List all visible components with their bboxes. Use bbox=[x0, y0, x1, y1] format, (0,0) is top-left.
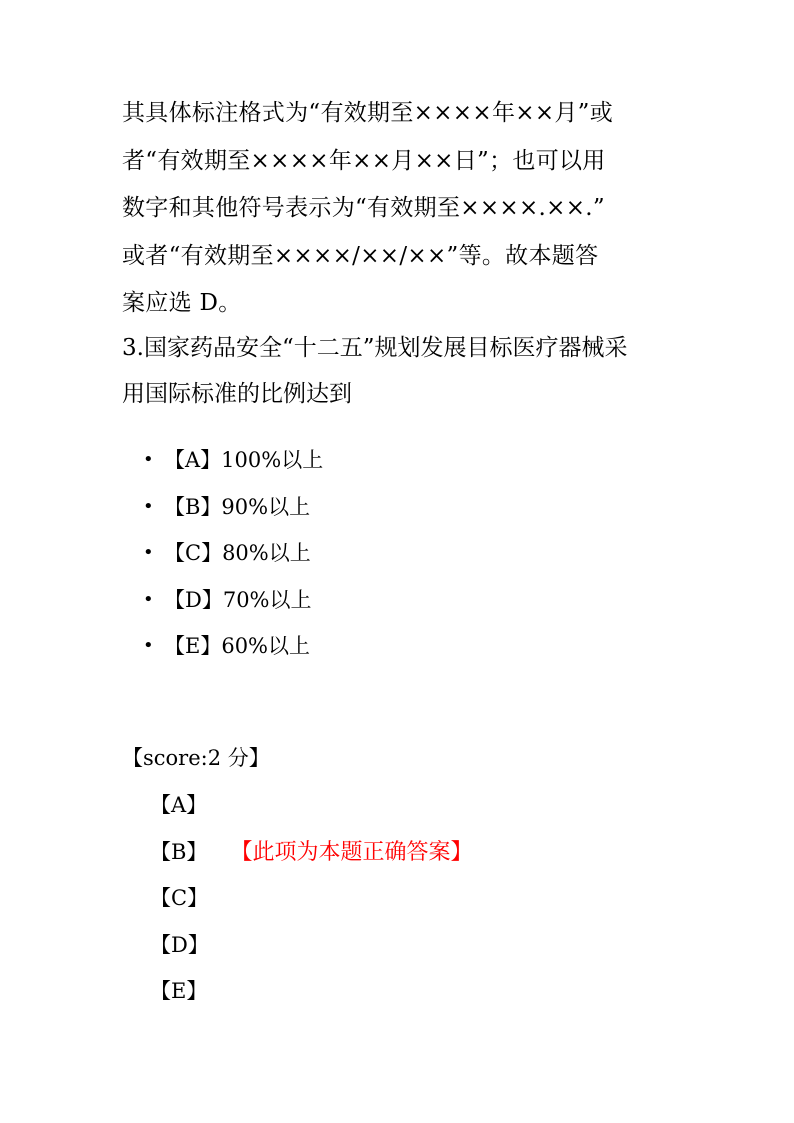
explanation-line: 案应选 D。 bbox=[122, 290, 242, 316]
answer-row-d bbox=[150, 922, 472, 969]
answer-list bbox=[150, 782, 472, 1015]
bullet-icon: • bbox=[143, 495, 154, 517]
option-label: 【E】60%以上 bbox=[164, 634, 311, 658]
bullet-icon: • bbox=[143, 635, 154, 656]
answer-label: 【A】 bbox=[150, 793, 208, 817]
option-label: 【B】90%以上 bbox=[164, 494, 311, 519]
bullet-icon: • bbox=[143, 542, 154, 563]
answer-row-a bbox=[150, 782, 472, 829]
bullet-icon: • bbox=[143, 449, 154, 470]
option-e[interactable] bbox=[140, 623, 323, 670]
explanation-line: 者“有效期至××××年××月××日”；也可以用 bbox=[122, 147, 606, 174]
explanation-line: 或者“有效期至××××/××/××”等。故本题答 bbox=[122, 242, 599, 269]
explanation-line: 数字和其他符号表示为“有效期至××××.××.” bbox=[122, 195, 605, 221]
answer-label: 【C】 bbox=[150, 886, 209, 910]
option-b[interactable] bbox=[140, 484, 323, 531]
option-c[interactable] bbox=[140, 530, 323, 577]
explanation-text bbox=[122, 90, 682, 328]
answer-label: 【D】 bbox=[150, 932, 209, 957]
score-label: 【score:2 分】 bbox=[122, 746, 270, 770]
correct-answer-note: 【此项为本题正确答案】 bbox=[241, 839, 473, 865]
answer-row-c bbox=[150, 875, 472, 922]
question-line: 3.国家药品安全“十二五”规划发展目标医疗器械采 bbox=[122, 335, 628, 361]
answer-label: 【B】 bbox=[150, 839, 208, 864]
option-a[interactable] bbox=[140, 437, 323, 484]
option-label: 【A】100%以上 bbox=[164, 448, 324, 472]
explanation-line: 其具体标注格式为“有效期至××××年××月”或 bbox=[122, 100, 614, 126]
answer-label: 【E】 bbox=[150, 979, 208, 1003]
bullet-icon: • bbox=[143, 588, 154, 610]
option-list bbox=[140, 437, 323, 670]
question-line: 用国际标准的比例达到 bbox=[122, 381, 352, 407]
option-d[interactable] bbox=[140, 577, 323, 624]
question-stem bbox=[122, 325, 682, 417]
answer-row-e bbox=[150, 968, 472, 1015]
option-label: 【D】70%以上 bbox=[164, 587, 312, 612]
option-label: 【C】80%以上 bbox=[164, 541, 311, 565]
answer-row-b bbox=[150, 829, 472, 876]
